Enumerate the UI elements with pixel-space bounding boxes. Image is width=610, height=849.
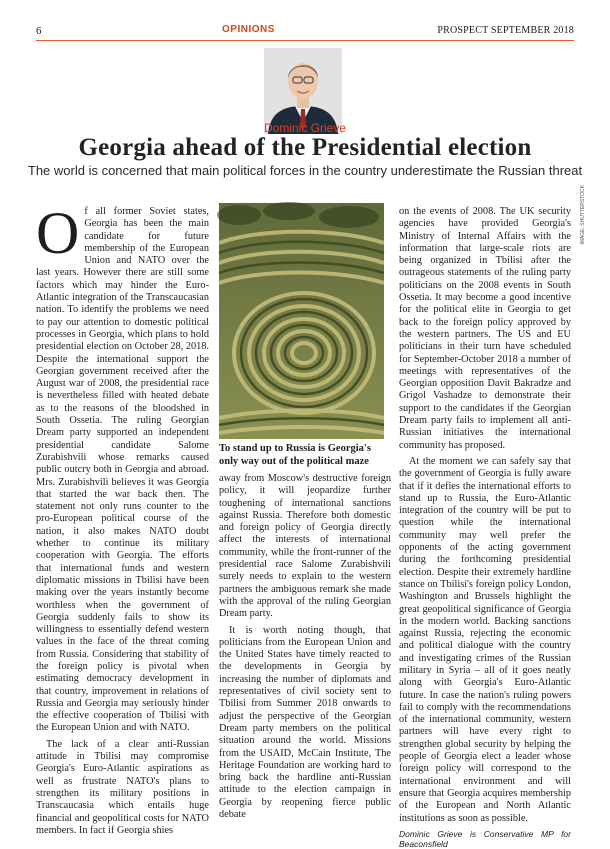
- photo-credit: IMAGE: SHUTTERSTOCK: [580, 185, 586, 245]
- article-column-3: [399, 206, 571, 849]
- section-label: OPINIONS: [222, 24, 275, 35]
- page-header: [36, 24, 574, 40]
- hedge-maze-photo: [219, 203, 384, 439]
- page-number: 6: [36, 25, 42, 37]
- article-column-1: [36, 200, 209, 836]
- paragraph: on the events of 2008. The UK security agencies have provided Georgia's Ministry of Internal Affairs with the information that large-scale riots are being organized in Tbilisi after the outrageous statements of the ruling party politicians on the 2008 events in South Ossetia. It may become a good incentive for the political elite in Georgia to get back to the foreign policy approved by the western partners. The US and EU politicians in their turn have scheduled for September-October 2018 a number of meetings with representatives of the Georgian opposition Davit Bakradze and Grigol Vashadze to demonstrate their support to the candidates if the Georgian Dream party fails to implement all anti-Russian initiatives the international community has proposed.: [399, 206, 571, 451]
- article-standfirst: The world is concerned that main political forces in the country underestimate the Russian threat: [27, 163, 583, 178]
- header-rule: [36, 40, 574, 41]
- publication-issue: PROSPECT SEPTEMBER 2018: [437, 25, 574, 36]
- article-headline: Georgia ahead of the Presidential election: [78, 134, 532, 161]
- photo-caption: To stand up to Russia is Georgia's only way out of the political maze: [219, 443, 371, 467]
- author-tagline: Dominic Grieve is Conservative MP for Beaconsfield: [399, 828, 571, 849]
- paragraph: It is worth noting though, that politicians from the European Union and the United States have timely reacted to the developments in Georgia by increasing the number of diplomats and representatives of civil society sent to Tbilisi from Summer 2018 onwards to adjust the perspective of the Georgian Dream party members on the political situation around the world. Missions from the USAID, McCain Institute, The Heritage Foundation are working hard to bring back the hardline anti-Russian attitude to the election campaign in Georgia by reopening fierce public debate: [219, 624, 391, 821]
- paragraph: [36, 200, 209, 735]
- article-column-2: [219, 473, 391, 821]
- author-byline: Dominic Grieve: [263, 121, 347, 135]
- paragraph: away from Moscow's destructive foreign policy, it will jeopardize further toughening of international sanctions against Russia. Therefore both domestic and foreign policy of Georgia directly affect the interests of international community, while the front-runner of the presidential race Salome Zurabishvili surely needs to explain to the western partners the ambiguous remark she made with the approval of the ruling Georgian Dream party.: [219, 473, 391, 620]
- paragraph-text: f all former Soviet states, Georgia has been the main candidate for future membership of the European Union and NATO over the last years. However there are still some factors which may hinder the Euro-Atlantic integration of the Transcaucasian nation. To identify the problems we need to pay our attention to domestic political processes in Georgia, which plans to hold presidential election on October 28, 2018. Despite the international support the Georgian government received after the August war of 2008, the presidential race is nevertheless filled with heated debate as to the reasons of the bloodshed in South Ossetia. The ruling Georgian Dream party supported an independent presidential candidate Salome Zurabishvili whose remarks caused public outcry both in Georgia and abroad. Mrs. Zurabishvili believes it was Georgia that started the war back then. The statement not only runs counter to the pro-European political course of the nation, it also makes NATO doubt whether to continue its military cooperation with Georgia. The efforts that international funds and western diplomatic missions in Tbilisi have been making over the years instantly become worthless when the government of Georgia suddenly fails to show its willingness to essentially defend western values in the face of the threat coming from Russia. Considering that stability of the foreign policy is pivotal when estimating democracy development in that country, improvement in relations of Russia and Georgia may seriously hinder the effective cooperation of Tbilisi with the European Union and with NATO.: [36, 206, 209, 734]
- drop-cap: O: [36, 200, 80, 266]
- paragraph: The lack of a clear anti-Russian attitude in Tbilisi may compromise Georgia's Euro-Atlantic aspirations as well as frustrate NATO's plans to strengthen its military positions in Transcaucasia which entails huge financial and geopolitical costs for NATO members. In fact if Georgia shies: [36, 738, 209, 836]
- paragraph: At the moment we can safely say that the government of Georgia is fully aware that if it defies the international efforts to stand up to Russia, the Euro-Atlantic integration of the country will be put to question while the international community may well prefer the opponents of the acting government during the forthcoming presidential election. Despite their extremely hardline stance on Tbilisi's foreign policy London, Washington and Brussels highlight the great geopolitical significance of Georgia in the modern world. Backing sanctions against Russia, rejecting the economic and political dialogue with the country and investigating crimes of the Russian military in Syria – all of it goes neatly along with Georgia's Euro-Atlantic future. In case the nation's ruling powers fail to comply with the recommendations of the international community, western partners will have every right to strengthen global security by helping the people of Georgia elect a leader whose foreign policy will correspond to the international environment and will ensure that Georgia acquires membership of the European and North Atlantic institutions as soon as possible.: [399, 455, 571, 824]
